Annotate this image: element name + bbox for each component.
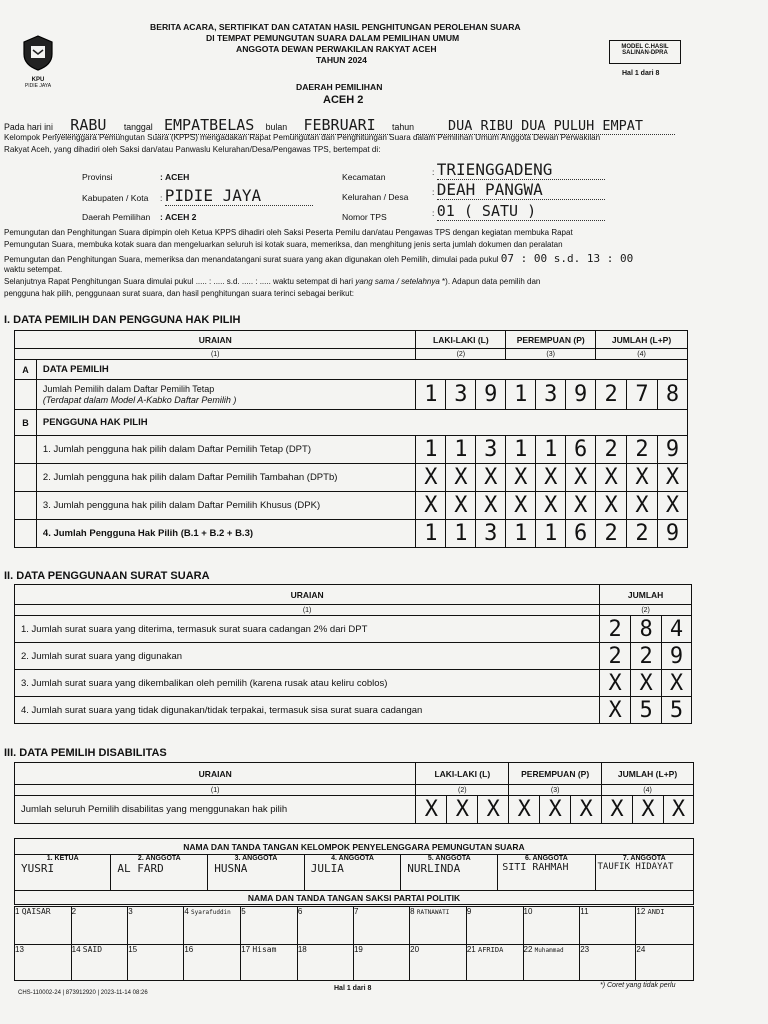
kecamatan-value: TRIENGGADENG <box>437 160 605 180</box>
value-cell: X <box>446 464 476 492</box>
saksi-cell: 6 <box>297 907 353 945</box>
kpps-member: 2. ANGGOTA AL FARD <box>111 855 208 891</box>
saksi-cell: 13 <box>15 945 72 981</box>
body-p3: Pemungutan dan Penghitungan Suara, memeriksa dan menandatangani surat suara yang akan digunakan oleh Pemilih, dimulai pada pukul <box>4 255 499 264</box>
value-cell: 3 <box>476 520 506 548</box>
s2-col-j: JUMLAH <box>600 585 692 605</box>
value-cell: X <box>416 464 446 492</box>
s2-row <box>15 670 692 697</box>
s2-row <box>15 616 692 643</box>
s1-a-row-label: Jumlah Pemilih dalam Daftar Pemilih Tetap (Terdapat dalam Model A-Kabko Daftar Pemilih ) <box>36 380 416 410</box>
footer-code: CHS-110002-24 | 873912920 | 2023-11-14 08:26 <box>18 990 148 996</box>
value-cell: 2 <box>631 643 662 670</box>
title-line-4: TAHUN 2024 <box>316 55 367 65</box>
kpps-member-name: TAUFIK HIDAYAT <box>597 862 674 872</box>
value-cell: 2 <box>627 436 658 464</box>
value-cell: X <box>631 670 662 697</box>
value-cell: 9 <box>476 380 506 410</box>
s2-row <box>15 697 692 724</box>
value-cell: 1 <box>446 436 476 464</box>
kpps-member: 5. ANGGOTA NURLINDA <box>401 855 498 891</box>
model-line-1: MODEL C.HASIL <box>621 44 669 50</box>
body-p3-time: 07 : 00 s.d. 13 : 00 <box>500 252 634 265</box>
value-cell: 2 <box>596 436 627 464</box>
saksi-cell: 16 <box>184 945 241 981</box>
s2-row-label: 1. Jumlah surat suara yang diterima, termasuk surat suara cadangan 2% dari DPT <box>15 616 600 643</box>
body-p5: Selanjutnya Rapat Penghitungan Suara dimulai pukul ..... : ..... s.d. ..... : ..... waktu setempat di hari yang sama / setelahnya *). Adapun data pemilih dan <box>4 277 541 286</box>
kpps-member: 7. ANGGOTA TAUFIK HIDAYAT <box>595 855 694 891</box>
saksi-name: AFRIDA <box>478 946 504 954</box>
intro-prefix: Pada hari ini <box>4 122 53 132</box>
kabupaten-label: Kabupaten / Kota <box>82 193 149 203</box>
saksi-cell: 8 RATNAWATI <box>410 907 467 945</box>
s2-row-label: 2. Jumlah surat suara yang digunakan <box>15 643 600 670</box>
s3-n4: (4) <box>602 785 694 796</box>
s2-row <box>15 643 692 670</box>
saksi-cell: 24 <box>636 945 694 981</box>
s2-row-label: 3. Jumlah surat suara yang dikembalikan oleh pemilih (karena rusak atau keliru coblos) <box>15 670 600 697</box>
s1-b-row-label: 3. Jumlah pengguna hak pilih dalam Daftar Pemilih Khusus (DPK) <box>36 492 416 520</box>
value-cell: X <box>476 492 506 520</box>
saksi-cell: 3 <box>128 907 184 945</box>
s1-b-letter: B <box>15 410 37 436</box>
s1-b-row-label: 2. Jumlah pengguna hak pilih dalam Daftar Pemilih Tambahan (DPTb) <box>36 464 416 492</box>
value-cell: 7 <box>627 380 658 410</box>
s3-col-j: JUMLAH (L+P) <box>602 763 694 785</box>
value-cell: 8 <box>658 380 688 410</box>
intro-line-2: Kelompok Penyelenggara Pemungutan Suara (KPPS) mengadakan Rapat Pemungutan dan Penghitungan Suara dalam Pemilihan Umum Anggota Dewan Perwakilan <box>4 133 601 142</box>
value-cell: 9 <box>566 380 596 410</box>
value-cell: X <box>571 796 602 824</box>
s1-b-row <box>15 492 688 520</box>
value-cell: 9 <box>658 436 688 464</box>
kpps-member-name: HUSNA <box>214 862 248 875</box>
body-p6: pengguna hak pilih, penggunaan surat suara, dan hasil penghitungan suara terinci sebagai berikut: <box>4 289 355 298</box>
s1-col-l: LAKI-LAKI (L) <box>416 331 506 349</box>
value-cell: 4 <box>662 616 692 643</box>
kpps-member: 4. ANGGOTA JULIA <box>304 855 401 891</box>
tahun-label: tahun <box>392 122 415 132</box>
saksi-cell: 1 QAISAR <box>15 907 72 945</box>
bulan-label: bulan <box>265 122 288 132</box>
title-line-1: BERITA ACARA, SERTIFIKAT DAN CATATAN HASIL PENGHITUNGAN PEROLEHAN SUARA <box>150 22 521 32</box>
value-cell: X <box>596 492 627 520</box>
value-cell: 9 <box>658 520 688 548</box>
s3-n2: (2) <box>416 785 509 796</box>
s1-b-row <box>15 436 688 464</box>
kpps-member-name: NURLINDA <box>407 862 461 875</box>
title-line-3: ANGGOTA DEWAN PERWAKILAN RAKYAT ACEH <box>236 44 437 54</box>
saksi-name: SAID <box>82 945 103 954</box>
s2-row-label: 4. Jumlah surat suara yang tidak digunakan/tidak terpakai, termasuk sisa surat suara cadangan <box>15 697 600 724</box>
saksi-name: Syarafuddin <box>191 909 231 916</box>
value-cell: 5 <box>631 697 662 724</box>
value-cell: X <box>566 492 596 520</box>
saksi-cell: 23 <box>580 945 636 981</box>
value-cell: X <box>602 796 633 824</box>
value-cell: 2 <box>596 380 627 410</box>
value-cell: X <box>600 670 631 697</box>
saksi-cell: 4 Syarafuddin <box>184 907 241 945</box>
kecamatan-label: Kecamatan <box>342 172 386 182</box>
value-cell: 1 <box>446 520 476 548</box>
kpps-member-name: SITI RAHMAH <box>502 862 569 873</box>
s1-b-title: PENGGUNA HAK PILIH <box>36 410 687 436</box>
value-cell: 3 <box>536 380 566 410</box>
s1-col-uraian: URAIAN <box>15 331 416 349</box>
saksi-cell: 22 Muhammad <box>523 945 580 981</box>
value-cell: X <box>476 464 506 492</box>
value-cell: X <box>416 796 447 824</box>
value-cell: X <box>416 492 446 520</box>
saksi-cell: 5 <box>241 907 298 945</box>
title-line-2: DI TEMPAT PEMUNGUTAN SUARA DALAM PEMILIHAN UMUM <box>206 33 460 43</box>
saksi-cell: 11 <box>580 907 636 945</box>
desa-label: Kelurahan / Desa <box>342 192 409 202</box>
value-cell: X <box>540 796 571 824</box>
saksi-cell: 20 <box>410 945 467 981</box>
s1-col-j: JUMLAH (L+P) <box>596 331 688 349</box>
value-cell: 2 <box>600 643 631 670</box>
kpps-member-name: YUSRI <box>21 862 55 875</box>
value-cell: X <box>663 796 693 824</box>
value-cell: 1 <box>536 436 566 464</box>
saksi-name: Hisam <box>252 945 277 954</box>
logo-bottom-text: PIDIE JAYA <box>24 83 52 89</box>
s1-b-row-label: 1. Jumlah pengguna hak pilih dalam Daftar Pemilih Tetap (DPT) <box>36 436 416 464</box>
value-cell: 2 <box>600 616 631 643</box>
value-cell: 1 <box>416 436 446 464</box>
tanggal-label: tanggal <box>123 122 153 132</box>
value-cell: X <box>633 796 664 824</box>
provinsi-value: : ACEH <box>160 172 190 182</box>
header-page-label: Hal 1 dari 8 <box>622 70 660 77</box>
dapil-heading: DAERAH PEMILIHAN <box>296 82 383 92</box>
desa-field: : DEAH PANGWA <box>432 180 605 200</box>
value-cell: 1 <box>416 380 446 410</box>
value-cell: X <box>509 796 540 824</box>
saksi-cell: 15 <box>128 945 184 981</box>
kabupaten-field: : PIDIE JAYA <box>160 186 313 206</box>
value-cell: 6 <box>566 436 596 464</box>
kpps-title: NAMA DAN TANDA TANGAN KELOMPOK PENYELENGGARA PEMUNGUTAN SUARA <box>15 839 694 855</box>
saksi-cell: 14 SAID <box>71 945 128 981</box>
s1-a-letter: A <box>15 360 37 380</box>
value-cell: X <box>566 464 596 492</box>
saksi-cell: 12 ANDI <box>636 907 694 945</box>
s1-b-row <box>15 520 688 548</box>
dapil-label: Daerah Pemilihan <box>82 212 151 222</box>
s2-col-uraian: URAIAN <box>15 585 600 605</box>
value-cell: 2 <box>627 520 658 548</box>
value-cell: X <box>506 492 536 520</box>
saksi-cell: 18 <box>297 945 353 981</box>
kpps-member-name: AL FARD <box>117 862 164 875</box>
kpps-signature-table <box>14 838 694 905</box>
saksi-cell: 9 <box>466 907 523 945</box>
s1-n3: (3) <box>506 349 596 360</box>
value-cell: X <box>600 697 631 724</box>
value-cell: X <box>447 796 478 824</box>
value-cell: X <box>506 464 536 492</box>
section3-table <box>14 762 694 824</box>
s3-row-label: Jumlah seluruh Pemilih disabilitas yang menggunakan hak pilih <box>15 796 416 824</box>
footer-note: *) Coret yang tidak perlu <box>600 982 676 989</box>
body-p2: Pemungutan Suara, membuka kotak suara dan mengeluarkan seluruh isi kotak suara, memeriksa, dan menghitung jenis serta jumlah dokumen dan peralatan <box>4 240 563 249</box>
saksi-name: RATNAWATI <box>416 909 450 916</box>
kpps-member-name: JULIA <box>310 862 344 875</box>
dapil-value: : ACEH 2 <box>160 212 197 222</box>
body-p3-wrap <box>4 252 633 265</box>
model-box <box>609 40 681 64</box>
value-cell: 3 <box>476 436 506 464</box>
s2-n1: (1) <box>15 605 600 616</box>
s3-col-l: LAKI-LAKI (L) <box>416 763 509 785</box>
intro-line-3: Rakyat Aceh, yang dihadiri oleh Saksi dan/atau Panwaslu Kelurahan/Desa/Pengawas TPS, bertempat di: <box>4 145 381 154</box>
value-cell: 6 <box>566 520 596 548</box>
saksi-cell: 7 <box>353 907 409 945</box>
s3-col-p: PEREMPUAN (P) <box>509 763 602 785</box>
value-cell: 1 <box>506 436 536 464</box>
value-cell: X <box>658 464 688 492</box>
kpps-member: 3. ANGGOTA HUSNA <box>208 855 305 891</box>
value-cell: 1 <box>506 520 536 548</box>
saksi-cell: 19 <box>353 945 409 981</box>
value-cell: 1 <box>536 520 566 548</box>
section3-title: III. DATA PEMILIH DISABILITAS <box>4 747 167 759</box>
saksi-name: QAISAR <box>21 907 51 916</box>
section2-title: II. DATA PENGGUNAAN SURAT SUARA <box>4 570 210 582</box>
saksi-title: NAMA DAN TANDA TANGAN SAKSI PARTAI POLITIK <box>15 891 694 905</box>
s3-n1: (1) <box>15 785 416 796</box>
s1-n2: (2) <box>416 349 506 360</box>
tanggal-value: EMPATBELAS <box>155 116 263 135</box>
kabupaten-value: PIDIE JAYA <box>165 186 313 206</box>
s1-n1: (1) <box>15 349 416 360</box>
s3-col-uraian: URAIAN <box>15 763 416 785</box>
value-cell: 1 <box>506 380 536 410</box>
section2-table <box>14 584 692 724</box>
dapil-heading-value: ACEH 2 <box>323 94 364 106</box>
value-cell: X <box>446 492 476 520</box>
kecamatan-field: : TRIENGGADENG <box>432 160 605 180</box>
s1-n4: (4) <box>596 349 688 360</box>
s2-n2: (2) <box>600 605 692 616</box>
s1-a-row <box>15 380 688 410</box>
logo-top-text: KPU <box>31 77 45 83</box>
saksi-signature-table <box>14 906 694 981</box>
kpps-member: 1. KETUA YUSRI <box>15 855 111 891</box>
value-cell: X <box>662 670 692 697</box>
s3-row <box>15 796 694 824</box>
footer-page: Hal 1 dari 8 <box>334 985 372 992</box>
tahun-value: DUA RIBU DUA PULUH EMPAT <box>417 118 675 135</box>
saksi-cell: 2 <box>71 907 128 945</box>
s1-a-title: DATA PEMILIH <box>36 360 687 380</box>
provinsi-label: Provinsi <box>82 172 113 182</box>
saksi-name: Muhammad <box>534 947 564 954</box>
kpps-member: 6. ANGGOTA SITI RAHMAH <box>498 855 595 891</box>
value-cell: 8 <box>631 616 662 643</box>
kpu-logo <box>16 34 60 90</box>
model-line-2: SALINAN-DPRA <box>622 50 668 56</box>
hari-value: RABU <box>55 116 121 135</box>
bulan-value: FEBRUARI <box>290 116 390 135</box>
section1-table <box>14 330 688 548</box>
desa-value: DEAH PANGWA <box>437 180 605 200</box>
value-cell: 1 <box>416 520 446 548</box>
value-cell: 2 <box>596 520 627 548</box>
value-cell: 5 <box>662 697 692 724</box>
saksi-cell: 21 AFRIDA <box>466 945 523 981</box>
s1-col-p: PEREMPUAN (P) <box>506 331 596 349</box>
value-cell: X <box>658 492 688 520</box>
tps-field: : 01 ( SATU ) <box>432 202 605 221</box>
saksi-cell: 10 <box>523 907 580 945</box>
tps-label: Nomor TPS <box>342 212 387 222</box>
body-p4: waktu setempat. <box>4 265 63 274</box>
tps-value: 01 ( SATU ) <box>437 202 605 221</box>
value-cell: X <box>596 464 627 492</box>
s1-b-row <box>15 464 688 492</box>
saksi-name: ANDI <box>647 908 665 916</box>
value-cell: X <box>627 492 658 520</box>
value-cell: X <box>536 464 566 492</box>
value-cell: 9 <box>662 643 692 670</box>
kpu-emblem-icon <box>21 34 55 72</box>
s1-b-row-label: 4. Jumlah Pengguna Hak Pilih (B.1 + B.2 + B.3) <box>36 520 416 548</box>
value-cell: 3 <box>446 380 476 410</box>
value-cell: X <box>627 464 658 492</box>
value-cell: X <box>536 492 566 520</box>
body-p1: Pemungutan dan Penghitungan Suara dipimpin oleh Ketua KPPS dihadiri oleh Saksi Peserta Pemilu dan/atau Pengawas TPS dengan kegiatan membuka Rapat <box>4 228 573 237</box>
s3-n3: (3) <box>509 785 602 796</box>
saksi-cell: 17 Hisam <box>241 945 298 981</box>
value-cell: X <box>478 796 509 824</box>
section1-title: I. DATA PEMILIH DAN PENGGUNA HAK PILIH <box>4 314 241 326</box>
